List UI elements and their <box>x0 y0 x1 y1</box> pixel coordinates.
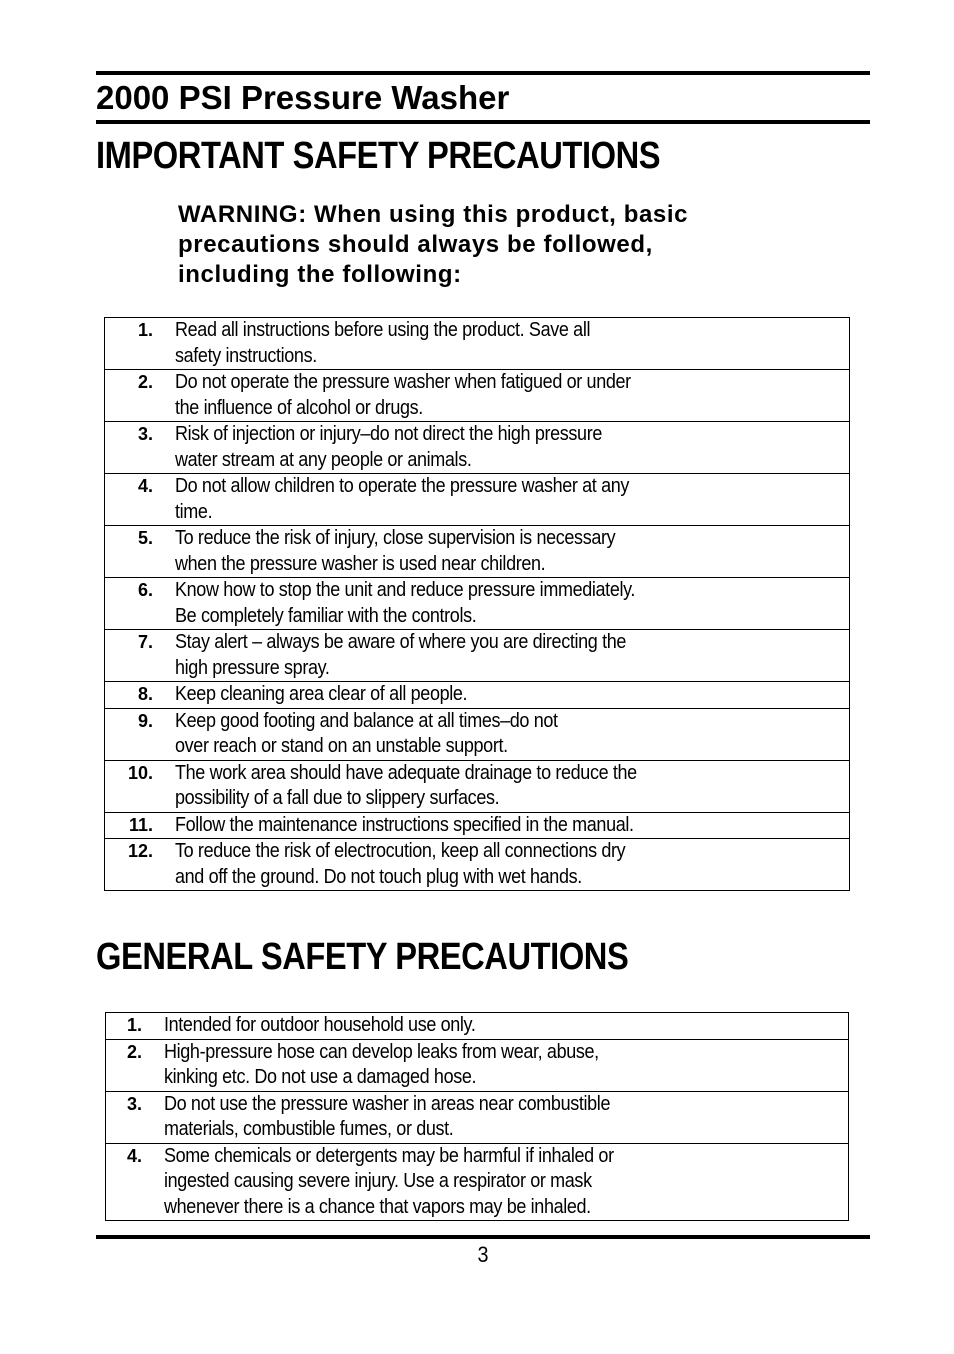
item-text-line: when the pressure washer is used near children. <box>175 552 546 575</box>
item-number: 1. <box>105 318 176 370</box>
item-number: 5. <box>105 526 176 578</box>
item-text-line: the influence of alcohol or drugs. <box>175 396 423 419</box>
page-header-title: 2000 PSI Pressure Washer <box>96 79 510 116</box>
item-number: 8. <box>105 682 176 709</box>
item-text-line: To reduce the risk of electrocution, keep all connections dry <box>175 840 626 862</box>
item-text <box>164 1013 849 1040</box>
item-text-line: Some chemicals or detergents may be harmful if inhaled or <box>164 1144 614 1167</box>
item-number: 11. <box>105 812 176 839</box>
item-text-line: Intended for outdoor household use only. <box>164 1014 476 1036</box>
item-text-line: The work area should have adequate drainage to reduce the <box>175 761 637 784</box>
table-row <box>105 812 850 839</box>
item-text-line: Do not allow children to operate the pressure washer at any <box>175 475 630 497</box>
item-text-line: materials, combustible fumes, or dust. <box>164 1118 454 1140</box>
item-number: 2. <box>106 1039 165 1091</box>
item-text-line: Risk of injection or injury–do not direct the high pressure <box>175 423 602 445</box>
item-number: 7. <box>105 630 176 682</box>
item-text-line: and off the ground. Do not touch plug with wet hands. <box>175 865 582 888</box>
item-text-line: To reduce the risk of injury, close supervision is necessary <box>175 527 616 549</box>
important-precautions-table <box>104 317 850 891</box>
table-row <box>105 474 850 526</box>
page-number: 3 <box>477 1242 489 1267</box>
item-text-line: Keep good footing and balance at all times–do not <box>175 709 558 732</box>
table-row <box>106 1143 849 1221</box>
warning-notice <box>178 200 828 290</box>
item-text <box>175 630 850 682</box>
table-row <box>105 318 850 370</box>
item-text-line: time. <box>175 500 213 523</box>
item-text <box>175 578 850 630</box>
item-number: 3. <box>105 422 176 474</box>
item-text-line: over reach or stand on an unstable support. <box>175 735 508 757</box>
item-text-line: high pressure spray. <box>175 656 330 679</box>
item-text <box>175 318 850 370</box>
item-text-line: Know how to stop the unit and reduce pressure immediately. <box>175 579 636 601</box>
item-text <box>175 474 850 526</box>
item-number: 4. <box>105 474 176 526</box>
table-row <box>105 526 850 578</box>
item-text-line: High-pressure hose can develop leaks from wear, abuse, <box>164 1040 599 1063</box>
item-text <box>175 370 850 422</box>
item-number: 1. <box>106 1013 165 1040</box>
table-row <box>106 1013 849 1040</box>
item-text <box>175 682 850 709</box>
item-text <box>175 708 850 760</box>
item-text-line: water stream at any people or animals. <box>175 448 472 471</box>
item-number: 6. <box>105 578 176 630</box>
warning-line: WARNING: When using this product, basic <box>178 201 689 228</box>
item-number: 2. <box>105 370 176 422</box>
item-text-line: ingested causing severe injury. Use a respirator or mask <box>164 1170 592 1192</box>
item-text <box>175 760 850 812</box>
general-section-title: GENERAL SAFETY PRECAUTIONS <box>96 936 629 978</box>
table-row <box>105 708 850 760</box>
important-section-title: IMPORTANT SAFETY PRECAUTIONS <box>96 135 661 177</box>
item-text-line: Follow the maintenance instructions specified in the manual. <box>175 813 634 836</box>
item-text-line: Be completely familiar with the controls. <box>175 604 477 627</box>
warning-line: precautions should always be followed, <box>178 231 653 258</box>
table-row <box>105 578 850 630</box>
table-row <box>105 682 850 709</box>
item-number: 12. <box>105 839 176 891</box>
item-number: 9. <box>105 708 176 760</box>
item-text-line: Keep cleaning area clear of all people. <box>175 683 468 705</box>
table-row <box>106 1039 849 1091</box>
item-text-line: possibility of a fall due to slippery surfaces. <box>175 787 500 809</box>
table-row <box>105 630 850 682</box>
item-text-line: Do not use the pressure washer in areas near combustible <box>164 1092 611 1115</box>
table-row <box>105 370 850 422</box>
item-text <box>164 1143 849 1221</box>
header-rule-bottom <box>96 120 870 124</box>
item-text <box>164 1039 849 1091</box>
item-text-line: kinking etc. Do not use a damaged hose. <box>164 1066 477 1088</box>
item-text <box>175 422 850 474</box>
footer-rule <box>96 1235 870 1239</box>
table-row <box>106 1091 849 1143</box>
item-text <box>175 526 850 578</box>
table-row <box>105 760 850 812</box>
header-rule-top <box>96 71 870 75</box>
table-row <box>105 422 850 474</box>
general-precautions-table <box>105 1012 849 1221</box>
item-text <box>164 1091 849 1143</box>
item-number: 10. <box>105 760 176 812</box>
item-number: 4. <box>106 1143 165 1221</box>
item-number: 3. <box>106 1091 165 1143</box>
item-text-line: safety instructions. <box>175 344 317 367</box>
item-text-line: Do not operate the pressure washer when fatigued or under <box>175 371 631 393</box>
item-text-line: Stay alert – always be aware of where you are directing the <box>175 631 627 653</box>
item-text-line: Read all instructions before using the product. Save all <box>175 319 591 341</box>
item-text <box>175 839 850 891</box>
item-text-line: whenever there is a chance that vapors may be inhaled. <box>164 1195 591 1218</box>
item-text <box>175 812 850 839</box>
table-row <box>105 839 850 891</box>
warning-line: including the following: <box>178 261 462 288</box>
